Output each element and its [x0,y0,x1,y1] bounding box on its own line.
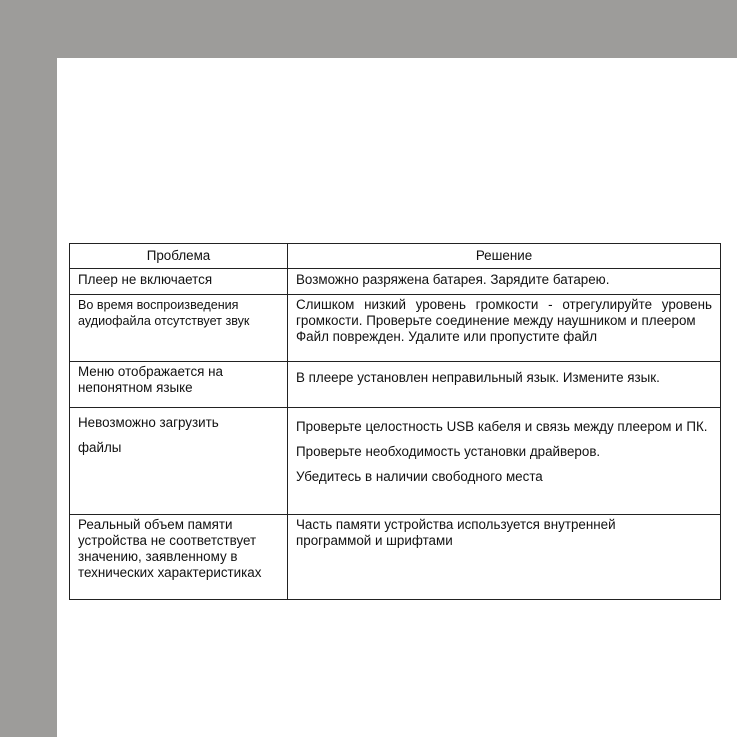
header-problem: Проблема [70,244,288,269]
table-row [70,408,721,515]
problem-cell: Невозможно загрузить файлы [70,408,288,515]
solution-cell [288,515,721,600]
solution-cell [288,269,721,295]
solution-line: Файл поврежден. Удалите или пропустите файл [296,329,598,344]
troubleshooting-table [69,243,721,600]
solution-cell [288,295,721,362]
table-row [70,515,721,600]
problem-cell: Плеер не включается [70,269,288,295]
table-header-row [70,244,721,269]
problem-cell: Меню отображается на непонятном языке [70,362,288,408]
solution-line: Возможно разряжена батарея. Зарядите батарею. [296,272,610,287]
solution-cell [288,362,721,408]
problem-cell: Во время воспроизведения аудиофайла отсутствует звук [70,295,288,362]
problem-cell: Реальный объем памяти устройства не соответствует значению, заявленному в технических характеристиках [70,515,288,600]
header-solution: Решение [288,244,721,269]
table-row [70,295,721,362]
solution-line: Убедитесь в наличии свободного места [296,469,543,484]
table-row [70,362,721,408]
solution-line: Часть памяти устройства используется внутренней программой и шрифтами [296,517,616,548]
document-page [57,58,737,737]
solution-line: Проверьте необходимость установки драйверов. [296,444,601,459]
table-row [70,269,721,295]
solution-line: Слишком низкий уровень громкости - отрегулируйте уровень громкости. Проверьте соединение между наушником и плеером [296,297,712,328]
solution-line: Проверьте целостность USB кабеля и связь между плеером и ПК. [296,419,708,434]
solution-line: В плеере установлен неправильный язык. Измените язык. [296,370,660,385]
solution-cell [288,408,721,515]
